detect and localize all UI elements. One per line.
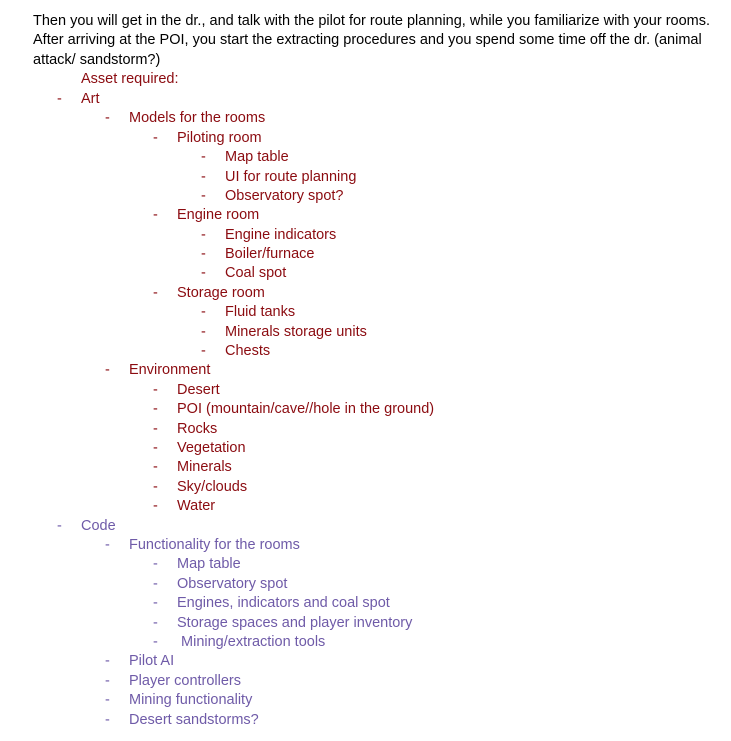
bullet-dash: - xyxy=(105,362,110,378)
asset-required-heading: Asset required: xyxy=(81,71,179,87)
list-item-label: POI (mountain/cave//hole in the ground) xyxy=(177,401,435,417)
bullet-dash: - xyxy=(153,615,158,631)
bullet-dash: - xyxy=(105,110,110,126)
list-item-label: Chests xyxy=(225,343,271,359)
list-item-label: Rocks xyxy=(177,421,218,437)
list-item-label: Desert xyxy=(177,382,220,398)
bullet-dash: - xyxy=(153,595,158,611)
list-item-label: Engine indicators xyxy=(225,227,337,243)
bullet-dash: - xyxy=(201,343,206,359)
bullet-dash: - xyxy=(153,498,158,514)
bullet-dash: - xyxy=(105,653,110,669)
bullet-dash: - xyxy=(201,324,206,340)
bullet-dash: - xyxy=(153,285,158,301)
list-item-label: Vegetation xyxy=(177,440,246,456)
list-item-label: Minerals xyxy=(177,459,232,475)
bullet-dash: - xyxy=(153,207,158,223)
list-item-label: Storage spaces and player inventory xyxy=(177,615,413,631)
bullet-dash: - xyxy=(201,246,206,262)
bullet-dash: - xyxy=(153,382,158,398)
list-item-label: Pilot AI xyxy=(129,653,175,669)
list-item-label: Mining/extraction tools xyxy=(177,634,326,650)
bullet-dash: - xyxy=(105,712,110,728)
bullet-dash: - xyxy=(201,304,206,320)
bullet-dash: - xyxy=(57,518,62,534)
bullet-dash: - xyxy=(201,149,206,165)
bullet-dash: - xyxy=(153,556,158,572)
bullet-dash: - xyxy=(153,634,158,650)
list-item-label: Observatory spot? xyxy=(225,188,344,204)
bullet-dash: - xyxy=(153,421,158,437)
bullet-dash: - xyxy=(201,169,206,185)
bullet-dash: - xyxy=(201,265,206,281)
bullet-dash: - xyxy=(201,188,206,204)
bullet-dash: - xyxy=(153,576,158,592)
intro-paragraph: Then you will get in the dr., and talk with the pilot for route planning, while you familiarize with your rooms. After arriving at the POI, you start the extracting procedures and you spend some time off the dr. (animal attack/ sandstorm?) xyxy=(33,13,711,68)
list-item-label: Observatory spot xyxy=(177,576,288,592)
bullet-dash: - xyxy=(153,479,158,495)
list-item-label: Minerals storage units xyxy=(225,324,367,340)
list-item-label: Mining functionality xyxy=(129,692,253,708)
list-item-label: Boiler/furnace xyxy=(225,246,315,262)
piloting-room-label: Piloting room xyxy=(177,130,262,146)
bullet-dash: - xyxy=(57,91,62,107)
list-item-label: Map table xyxy=(177,556,241,572)
bullet-dash: - xyxy=(153,440,158,456)
models-label: Models for the rooms xyxy=(129,110,266,126)
bullet-dash: - xyxy=(153,459,158,475)
list-item-label: Engines, indicators and coal spot xyxy=(177,595,390,611)
art-label: Art xyxy=(81,91,100,107)
bullet-dash: - xyxy=(105,692,110,708)
list-item-label: Desert sandstorms? xyxy=(129,712,259,728)
storage-room-label: Storage room xyxy=(177,285,265,301)
list-item-label: UI for route planning xyxy=(225,169,357,185)
bullet-dash: - xyxy=(105,537,110,553)
bullet-dash: - xyxy=(201,227,206,243)
engine-room-label: Engine room xyxy=(177,207,260,223)
list-item-label: Water xyxy=(177,498,216,514)
list-item-label: Player controllers xyxy=(129,673,242,689)
bullet-dash: - xyxy=(105,673,110,689)
code-label: Code xyxy=(81,518,116,534)
list-item-label: Coal spot xyxy=(225,265,287,281)
list-item-label: Sky/clouds xyxy=(177,479,248,495)
environment-label: Environment xyxy=(129,362,211,378)
list-item-label: Fluid tanks xyxy=(225,304,296,320)
bullet-dash: - xyxy=(153,401,158,417)
bullet-dash: - xyxy=(153,130,158,146)
functionality-label: Functionality for the rooms xyxy=(129,537,300,553)
list-item-label: Map table xyxy=(225,149,289,165)
